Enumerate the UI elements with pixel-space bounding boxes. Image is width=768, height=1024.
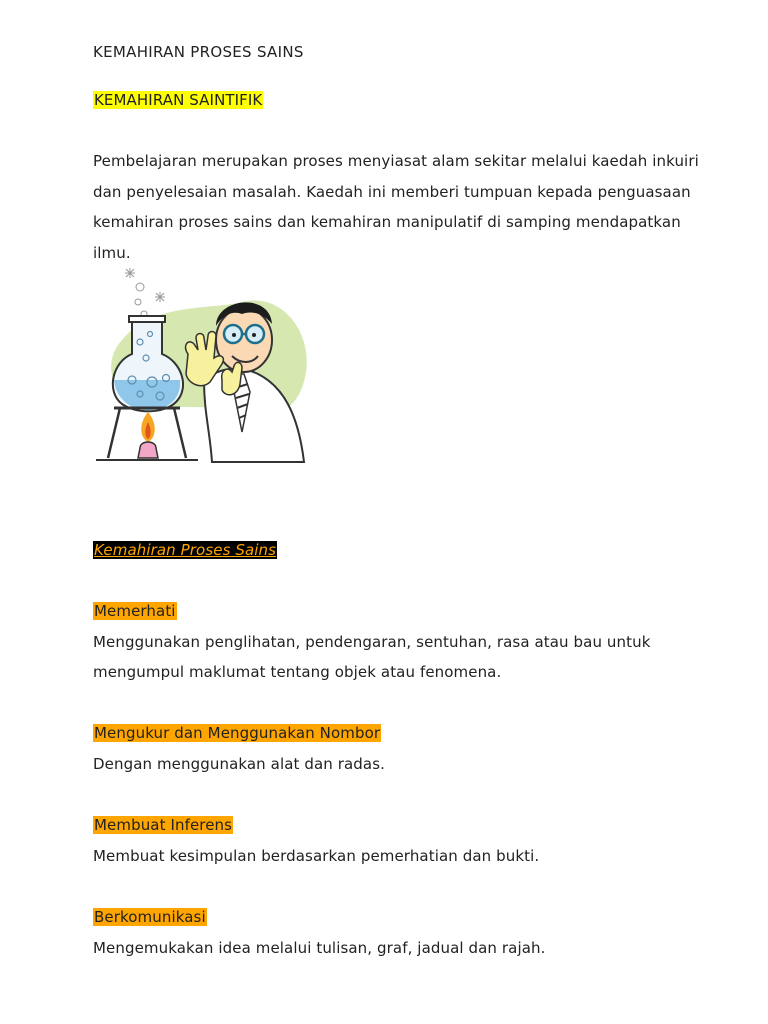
- intro-line-1: Pembelajaran merupakan proses menyiasat alam sekitar melalui kaedah inkuiri: [93, 152, 699, 170]
- skill-heading-memerhati: Memerhati: [94, 602, 176, 620]
- subsection-heading-wrapper: [93, 540, 277, 560]
- skill-heading-wrapper: [93, 723, 381, 743]
- skill-description-line: Dengan menggunakan alat dan radas.: [93, 755, 386, 773]
- intro-line-3: kemahiran proses sains dan kemahiran manipulatif di samping mendapatkan: [93, 213, 681, 231]
- skill-description-line: Menggunakan penglihatan, pendengaran, sentuhan, rasa atau bau untuk: [93, 633, 651, 651]
- document-title: KEMAHIRAN PROSES SAINS: [93, 43, 304, 61]
- skill-heading-wrapper: [93, 601, 177, 621]
- scientist-illustration: [92, 262, 314, 468]
- skill-description-line: Membuat kesimpulan berdasarkan pemerhatian dan bukti.: [93, 847, 540, 865]
- section-heading-wrapper: [93, 90, 263, 110]
- skill-heading-inferens: Membuat Inferens: [94, 816, 233, 834]
- skill-heading-mengukur: Mengukur dan Menggunakan Nombor: [94, 724, 381, 742]
- skill-description-line: Mengemukakan idea melalui tulisan, graf, jadual dan rajah.: [93, 939, 546, 957]
- skill-heading-berkomunikasi: Berkomunikasi: [94, 908, 206, 926]
- skill-heading-wrapper: [93, 907, 207, 927]
- skill-description-line: mengumpul maklumat tentang objek atau fenomena.: [93, 663, 502, 681]
- intro-line-4: ilmu.: [93, 244, 131, 262]
- subsection-heading: Kemahiran Proses Sains: [94, 541, 277, 559]
- section-heading: KEMAHIRAN SAINTIFIK: [94, 91, 263, 109]
- intro-line-2: dan penyelesaian masalah. Kaedah ini memberi tumpuan kepada penguasaan: [93, 183, 691, 201]
- skill-heading-wrapper: [93, 815, 233, 835]
